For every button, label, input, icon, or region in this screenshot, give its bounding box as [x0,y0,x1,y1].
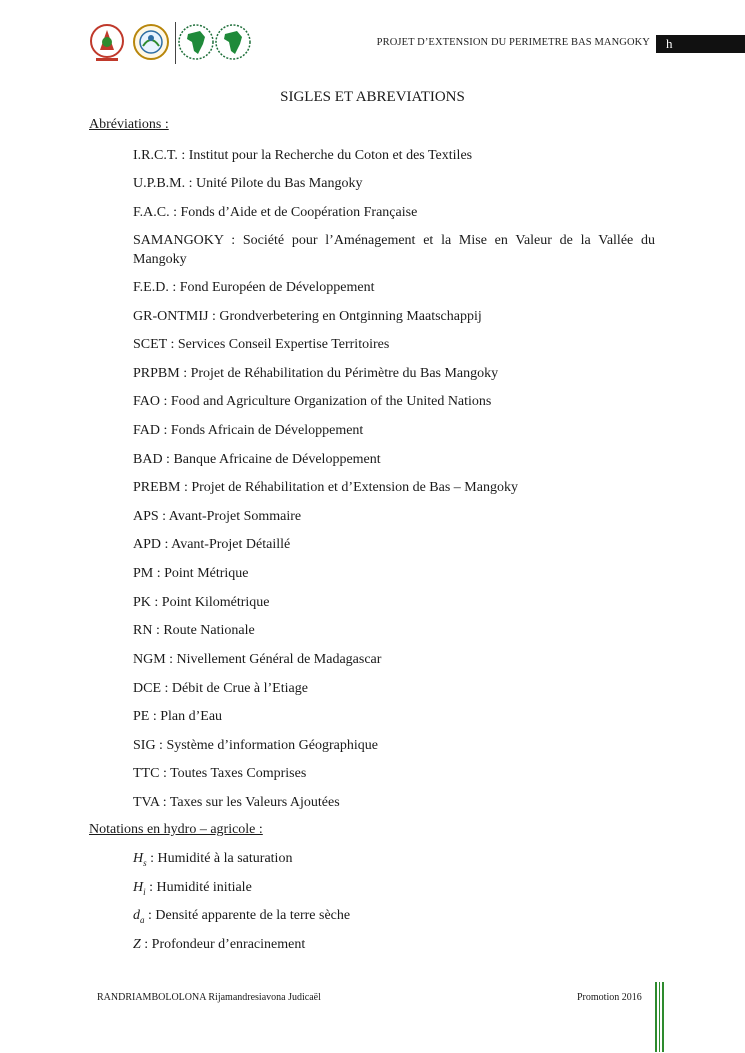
abbreviation-item: PE : Plan d’Eau [133,709,223,724]
header-page-tab: h [656,35,745,53]
abbreviation-item: FAO : Food and Agriculture Organization of the United Nations [133,394,492,409]
notation-item [133,908,350,925]
abbreviation-item: PM : Point Métrique [133,566,249,581]
abbreviation-item: RN : Route Nationale [133,623,255,638]
footer-promotion: Promotion 2016 [577,992,642,1003]
footer-author: RANDRIAMBOLOLONA Rijamandresiavona Judicaël [97,992,321,1003]
abbreviation-item: SCET : Services Conseil Expertise Territoires [133,337,390,352]
abbreviation-item: SAMANGOKY : Société pour l’Aménagement et la Mise en Valeur de la Vallée du Mangoky [133,233,655,267]
abbreviation-item: BAD : Banque Africaine de Développement [133,452,381,467]
notation-item [133,937,305,954]
abbreviation-item: FAD : Fonds Africain de Développement [133,423,364,438]
notation-item [133,880,252,897]
notation-text: : Humidité initiale [145,880,252,895]
notation-item [133,851,292,868]
abbreviations-heading: Abréviations : [89,117,169,132]
notation-symbol: $H_s$ [133,851,147,868]
abbreviation-item: TVA : Taxes sur les Valeurs Ajoutées [133,795,340,810]
abbreviation-item: PK : Point Kilométrique [133,595,270,610]
abbreviation-item: PRPBM : Projet de Réhabilitation du Périmètre du Bas Mangoky [133,366,499,381]
abbreviation-item: SIG : Système d’information Géographique [133,738,378,753]
abbreviation-item: PREBM : Projet de Réhabilitation et d’Extension de Bas – Mangoky [133,480,518,495]
notation-symbol: $H_i$ [133,880,146,897]
abbreviation-item: U.P.B.M. : Unité Pilote du Bas Mangoky [133,176,363,191]
abbreviation-item: APS : Avant-Projet Sommaire [133,509,302,524]
abbreviation-item: APD : Avant-Projet Détaillé [133,537,291,552]
notation-text: : Densité apparente de la terre sèche [144,908,351,923]
notation-text: : Humidité à la saturation [146,851,293,866]
institution-logo-icon [88,22,126,64]
notation-symbol: $d_a$ [133,908,145,925]
logo-divider [175,22,176,64]
africa-map-logo-2-icon [215,22,251,64]
abbreviation-item: DCE : Débit de Crue à l’Etiage [133,681,308,696]
notation-text: : Profondeur d’enracinement [140,937,306,952]
institution-seal-icon [132,22,170,64]
header-project-title: PROJET D’EXTENSION DU PERIMETRE BAS MANGOKY [376,37,650,48]
notations-heading: Notations en hydro – agricole : [89,822,263,837]
africa-map-logo-icon [178,22,214,64]
notation-symbol: Z [133,937,141,952]
footer-decorative-bars [655,982,665,1052]
abbreviation-item: F.E.D. : Fond Européen de Développement [133,280,375,295]
abbreviation-item: F.A.C. : Fonds d’Aide et de Coopération Française [133,205,418,220]
abbreviation-item: TTC : Toutes Taxes Comprises [133,766,307,781]
abbreviation-item: I.R.C.T. : Institut pour la Recherche du Coton et des Textiles [133,148,473,163]
page-title: SIGLES ET ABREVIATIONS [280,89,465,105]
abbreviation-item: NGM : Nivellement Général de Madagascar [133,652,382,667]
abbreviation-item: GR-ONTMIJ : Grondverbetering en Ontginning Maatschappij [133,309,482,324]
